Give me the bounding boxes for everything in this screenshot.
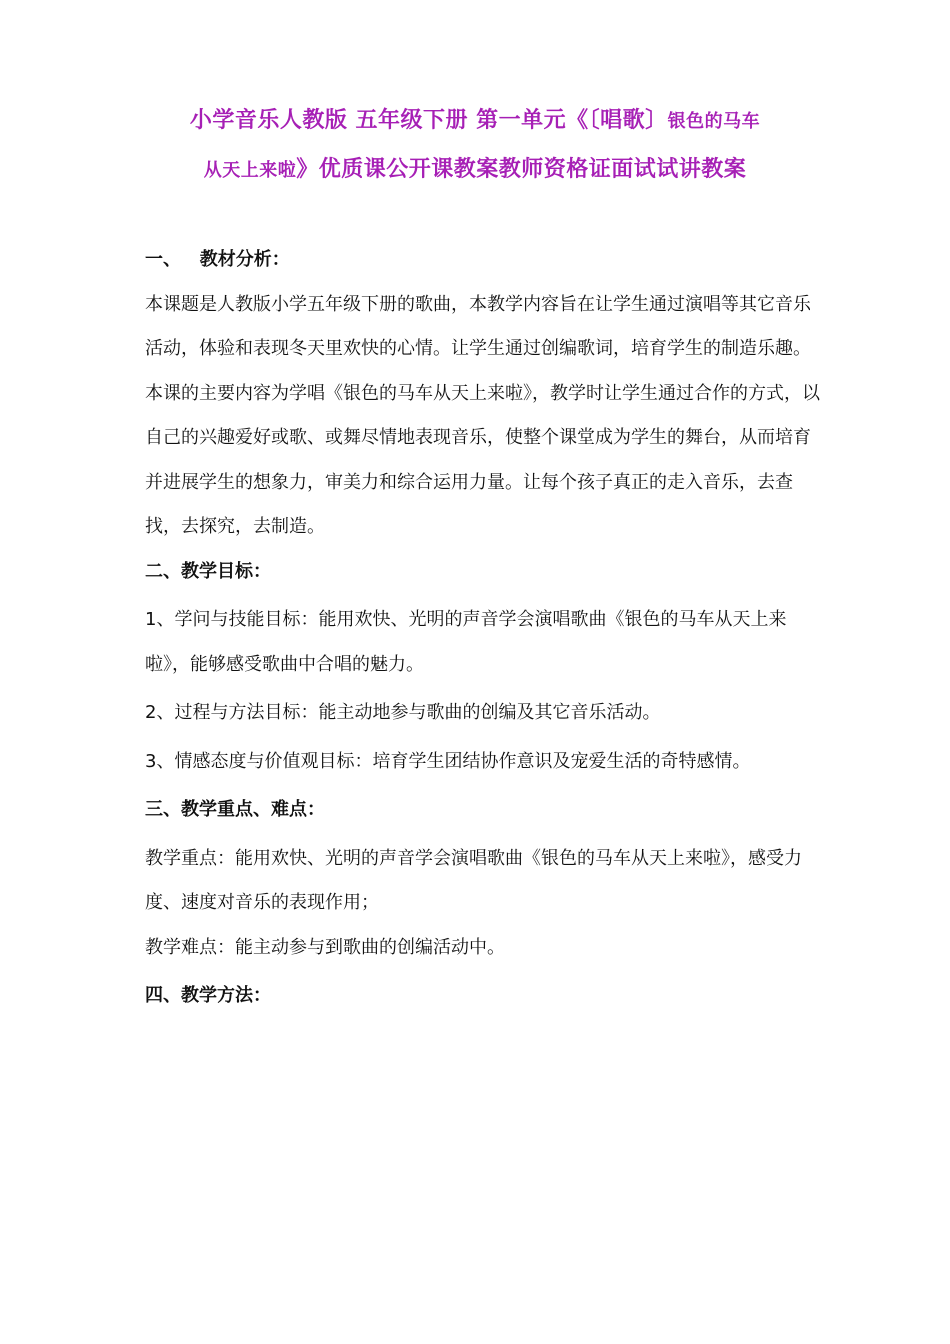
section-heading-4: 四、教学方法：	[145, 985, 271, 1006]
title-part-4: 》优质课公开课教案教师资格证面试试讲教案	[296, 157, 747, 182]
paragraph: 教学难点：能主动参与到歌曲的创编活动中。	[145, 936, 505, 958]
document-title	[120, 97, 830, 195]
paragraph: 教学重点：能用欢快、光明的声音学会演唱歌曲《银色的马车从天上来啦》，感受力度、速度对音乐的表现作用；	[145, 847, 802, 913]
section-heading-3: 三、教学重点、难点：	[145, 799, 325, 820]
list-item: 3、情感态度与价值观目标：培育学生团结协作意识及宠爱生活的奇特感情。	[145, 750, 751, 772]
section-heading-1: 一、 教材分析：	[145, 249, 290, 270]
list-item: 2、过程与方法目标：能主动地参与歌曲的创编及其它音乐活动。	[145, 702, 661, 723]
title-part-3: 从天上来啦	[203, 160, 297, 181]
document-body	[145, 238, 825, 1019]
title-part-1: 小学音乐人教版 五年级下册 第一单元《〔唱歌〕	[189, 108, 668, 133]
title-part-2: 银色的马车	[667, 111, 761, 132]
paragraph: 本课的主要内容为学唱《银色的马车从天上来啦》，教学时让学生通过合作的方式，以自己的兴趣爱好或歌、或舞尽情地表现音乐，使整个课堂成为学生的舞台，从而培育并进展学生的想象力，审美力和综合运用力量。让每个孩子真正的走入音乐，去查找，去探究，去制造。	[145, 382, 820, 537]
paragraph: 本课题是人教版小学五年级下册的歌曲，本教学内容旨在让学生通过演唱等其它音乐活动，体验和表现冬天里欢快的心情。让学生通过创编歌词，培育学生的制造乐趣。	[145, 293, 811, 359]
section-heading-2: 二、教学目标：	[145, 560, 271, 582]
list-item: 1、学问与技能目标：能用欢快、光明的声音学会演唱歌曲《银色的马车从天上来啦》，能够感受歌曲中合唱的魅力。	[145, 609, 787, 675]
